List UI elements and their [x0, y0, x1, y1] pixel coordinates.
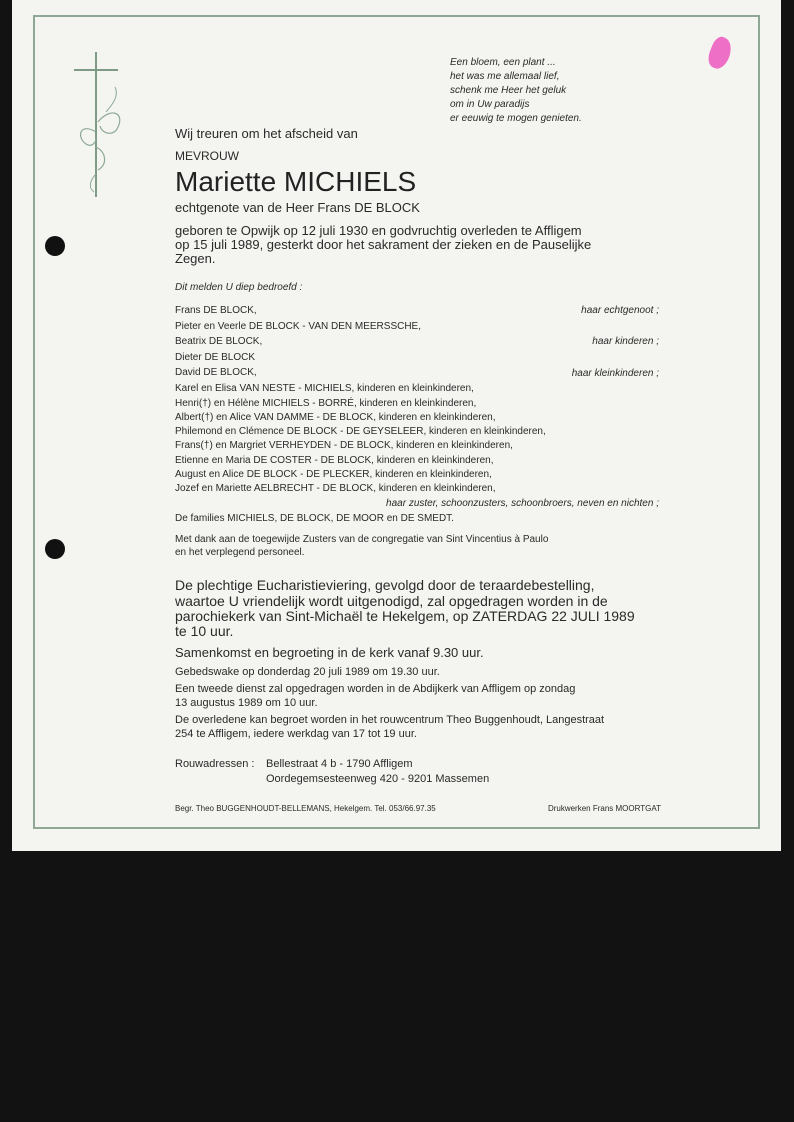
poem-line: het was me allemaal lief, [450, 71, 560, 82]
thanks-line: Met dank aan de toegewijde Zusters van de congregatie van Sint Vincentius à Paulo [175, 534, 549, 545]
mass-line: De plechtige Eucharistieviering, gevolgd door de teraardebestelling, [175, 577, 595, 593]
viewing: De overledene kan begroet worden in het rouwcentrum Theo Buggenhoudt, Langestraat [175, 714, 605, 726]
punch-hole-top [45, 236, 65, 256]
grandchild: David DE BLOCK, [175, 367, 257, 378]
child: Beatrix DE BLOCK, [175, 336, 263, 347]
children-role: haar kinderen ; [592, 336, 659, 347]
poem-line: schenk me Heer het geluk [450, 85, 567, 96]
gathering: Samenkomst en begroeting in de kerk vanaf 9.30 uur. [175, 645, 484, 660]
deceased-name: Mariette MICHIELS [175, 166, 417, 197]
relative: Karel en Elisa VAN NESTE - MICHIELS, kinderen en kleinkinderen, [175, 383, 474, 394]
families: De families MICHIELS, DE BLOCK, DE MOOR en DE SMEDT. [175, 513, 454, 524]
cross-with-flowers-icon [70, 52, 130, 202]
relative: Philemond en Clémence DE BLOCK - DE GEYSELEER, kinderen en kleinkinderen, [175, 426, 546, 437]
punch-hole-bottom [45, 539, 65, 559]
child: Pieter en Veerle DE BLOCK - VAN DEN MEERSSCHE, [175, 321, 422, 332]
mass-line: waartoe U vriendelijk wordt uitgenodigd, zal opgedragen worden in de [175, 593, 608, 609]
mass-line: te 10 uur. [175, 623, 234, 639]
address: Bellestraat 4 b - 1790 Affligem [266, 758, 413, 770]
relatives-role: haar zuster, schoonzusters, schoonbroers, neven en nichten ; [386, 498, 659, 509]
birth-line: op 15 juli 1989, gesterkt door het sakrament der zieken en de Pauselijke [175, 237, 592, 252]
title: MEVROUW [175, 149, 239, 163]
address-label: Rouwadressen : [175, 758, 255, 770]
relative: Etienne en Maria DE COSTER - DE BLOCK, kinderen en kleinkinderen, [175, 455, 494, 466]
intro: Wij treuren om het afscheid van [175, 126, 358, 141]
poem-line: er eeuwig te mogen genieten. [450, 113, 582, 124]
birth-line: geboren te Opwijk op 12 juli 1930 en godvruchtig overleden te Affligem [175, 223, 582, 238]
relative: Henri(†) en Hélène MICHIELS - BORRÉ, kinderen en kleinkinderen, [175, 398, 477, 409]
footer-undertaker: Begr. Theo BUGGENHOUDT-BELLEMANS, Hekelgem. Tel. 053/66.97.35 [175, 804, 436, 813]
second-service: Een tweede dienst zal opgedragen worden in de Abdijkerk van Affligem op zondag [175, 683, 576, 695]
announce: Dit melden U diep bedroefd : [175, 282, 303, 293]
husband-role: haar echtgenoot ; [581, 305, 659, 316]
footer-printer: Drukwerken Frans MOORTGAT [547, 804, 661, 813]
vigil: Gebedswake op donderdag 20 juli 1989 om 19.30 uur. [175, 666, 440, 678]
relative: Frans(†) en Margriet VERHEYDEN - DE BLOCK, kinderen en kleinkinderen, [175, 440, 513, 451]
grandchildren-role: haar kleinkinderen ; [571, 368, 659, 379]
grandchild: Dieter DE BLOCK [175, 352, 256, 363]
thanks-line: en het verplegend personeel. [175, 547, 305, 558]
birth-line: Zegen. [175, 251, 216, 266]
viewing: 254 te Affligem, iedere werkdag van 17 tot 19 uur. [175, 728, 417, 740]
husband: Frans DE BLOCK, [175, 305, 257, 316]
mass-line: parochiekerk van Sint-Michaël te Hekelgem, op ZATERDAG 22 JULI 1989 [175, 608, 635, 624]
address: Oordegemsesteenweg 420 - 9201 Massemen [266, 773, 490, 785]
relative: Jozef en Mariette AELBRECHT - DE BLOCK, kinderen en kleinkinderen, [175, 483, 496, 494]
poem-line: om in Uw paradijs [450, 99, 530, 110]
relative: Albert(†) en Alice VAN DAMME - DE BLOCK, kinderen en kleinkinderen, [175, 412, 496, 423]
relative: August en Alice DE BLOCK - DE PLECKER, kinderen en kleinkinderen, [175, 469, 492, 480]
second-service: 13 augustus 1989 om 10 uur. [175, 697, 318, 709]
poem-line: Een bloem, een plant ... [450, 57, 556, 68]
spouse-line: echtgenote van de Heer Frans DE BLOCK [175, 200, 420, 215]
